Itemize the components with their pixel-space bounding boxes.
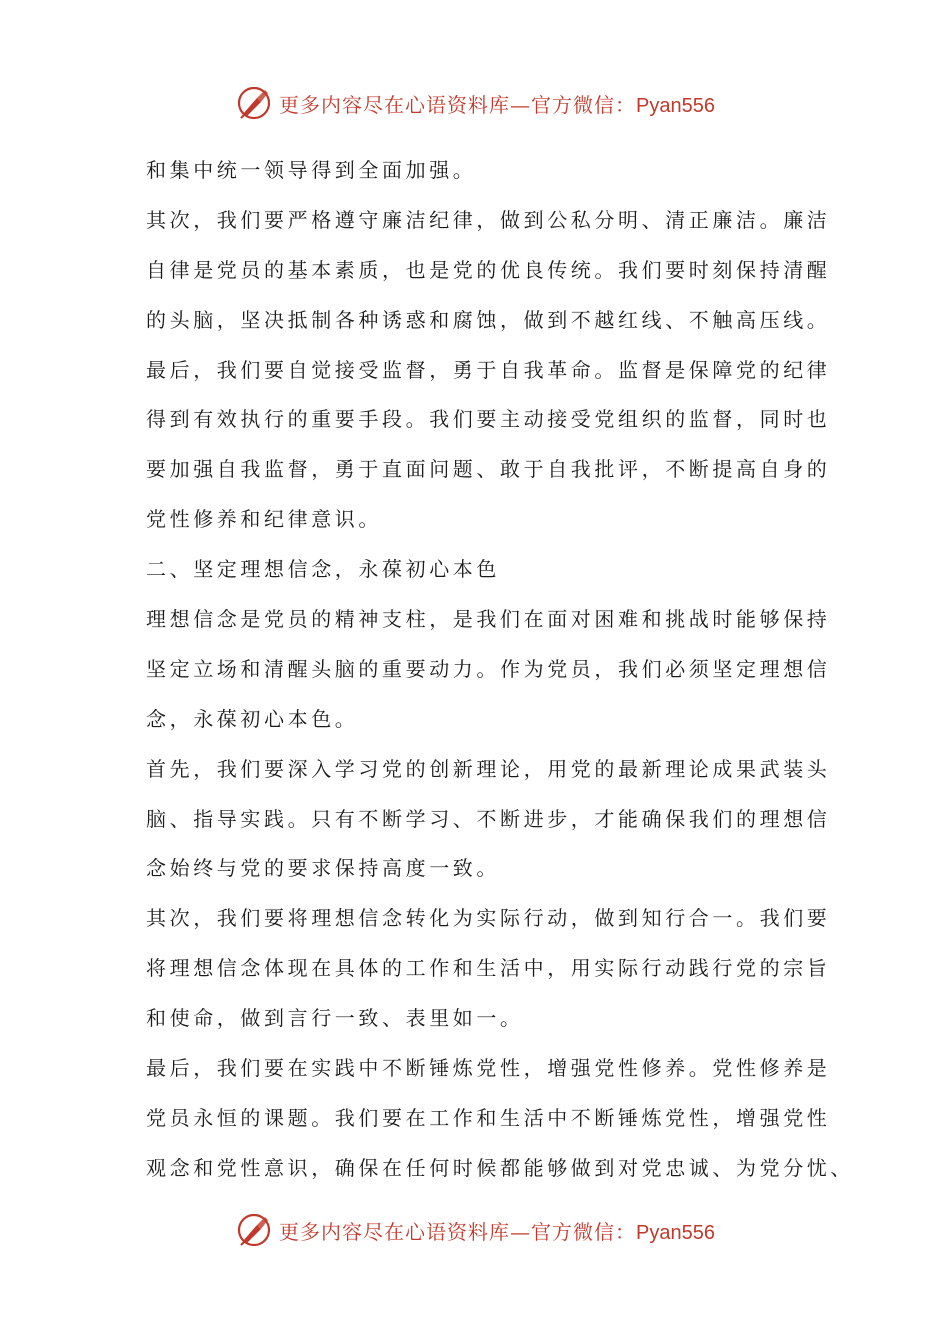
body-line: 自律是党员的基本素质，也是党的优良传统。我们要时刻保持清醒 <box>146 257 831 282</box>
body-line: 最后，我们要在实践中不断锤炼党性，增强党性修养。党性修养是 <box>146 1056 831 1081</box>
footer-banner-label: 更多内容尽在心语资料库—官方微信： <box>279 1219 637 1244</box>
body-line: 脑、指导实践。只有不断学习、不断进步，才能确保我们的理想信 <box>146 806 831 831</box>
body-line: 和集中统一领导得到全面加强。 <box>146 158 477 182</box>
header-banner <box>0 81 950 125</box>
body-line: 党性修养和纪律意识。 <box>146 507 382 532</box>
body-line: 要加强自我监督，勇于直面问题、敢于自我批评，不断提高自身的 <box>146 457 831 482</box>
section-heading: 二、坚定理想信念，永葆初心本色 <box>146 557 500 582</box>
body-line: 党员永恒的课题。我们要在工作和生活中不断锤炼党性，增强党性 <box>146 1105 831 1130</box>
document-body <box>146 146 854 1194</box>
pen-nib-logo-icon <box>235 1211 273 1249</box>
header-banner-wechat-id: Pyan556 <box>636 94 715 117</box>
body-line: 念，永葆初心本色。 <box>146 706 359 731</box>
body-line: 观念和党性意识，确保在任何时候都能够做到对党忠诚、为党分忧、 <box>146 1155 854 1180</box>
body-line: 和使命，做到言行一致、表里如一。 <box>146 1006 524 1031</box>
body-line: 最后，我们要自觉接受监督，勇于自我革命。监督是保障党的纪律 <box>146 357 831 382</box>
body-line: 得到有效执行的重要手段。我们要主动接受党组织的监督，同时也 <box>146 407 831 432</box>
pen-nib-logo-icon <box>235 84 273 122</box>
body-line: 其次，我们要将理想信念转化为实际行动，做到知行合一。我们要 <box>146 906 831 931</box>
body-line: 首先，我们要深入学习党的创新理论，用党的最新理论成果武装头 <box>146 756 831 781</box>
body-line: 将理想信念体现在具体的工作和生活中，用实际行动践行党的宗旨 <box>146 956 831 981</box>
body-line: 的头脑，坚决抵制各种诱惑和腐蚀，做到不越红线、不触高压线。 <box>146 307 831 332</box>
body-line: 坚定立场和清醒头脑的重要动力。作为党员，我们必须坚定理想信 <box>146 656 831 681</box>
footer-banner-text <box>279 1216 715 1245</box>
body-line: 其次，我们要严格遵守廉洁纪律，做到公私分明、清正廉洁。廉洁 <box>146 207 831 232</box>
header-banner-label: 更多内容尽在心语资料库—官方微信： <box>279 92 637 117</box>
body-line: 念始终与党的要求保持高度一致。 <box>146 856 500 881</box>
body-line: 理想信念是党员的精神支柱，是我们在面对困难和挑战时能够保持 <box>146 607 831 632</box>
header-banner-text <box>279 89 715 118</box>
footer-banner-wechat-id: Pyan556 <box>636 1221 715 1244</box>
footer-banner <box>0 1208 950 1252</box>
